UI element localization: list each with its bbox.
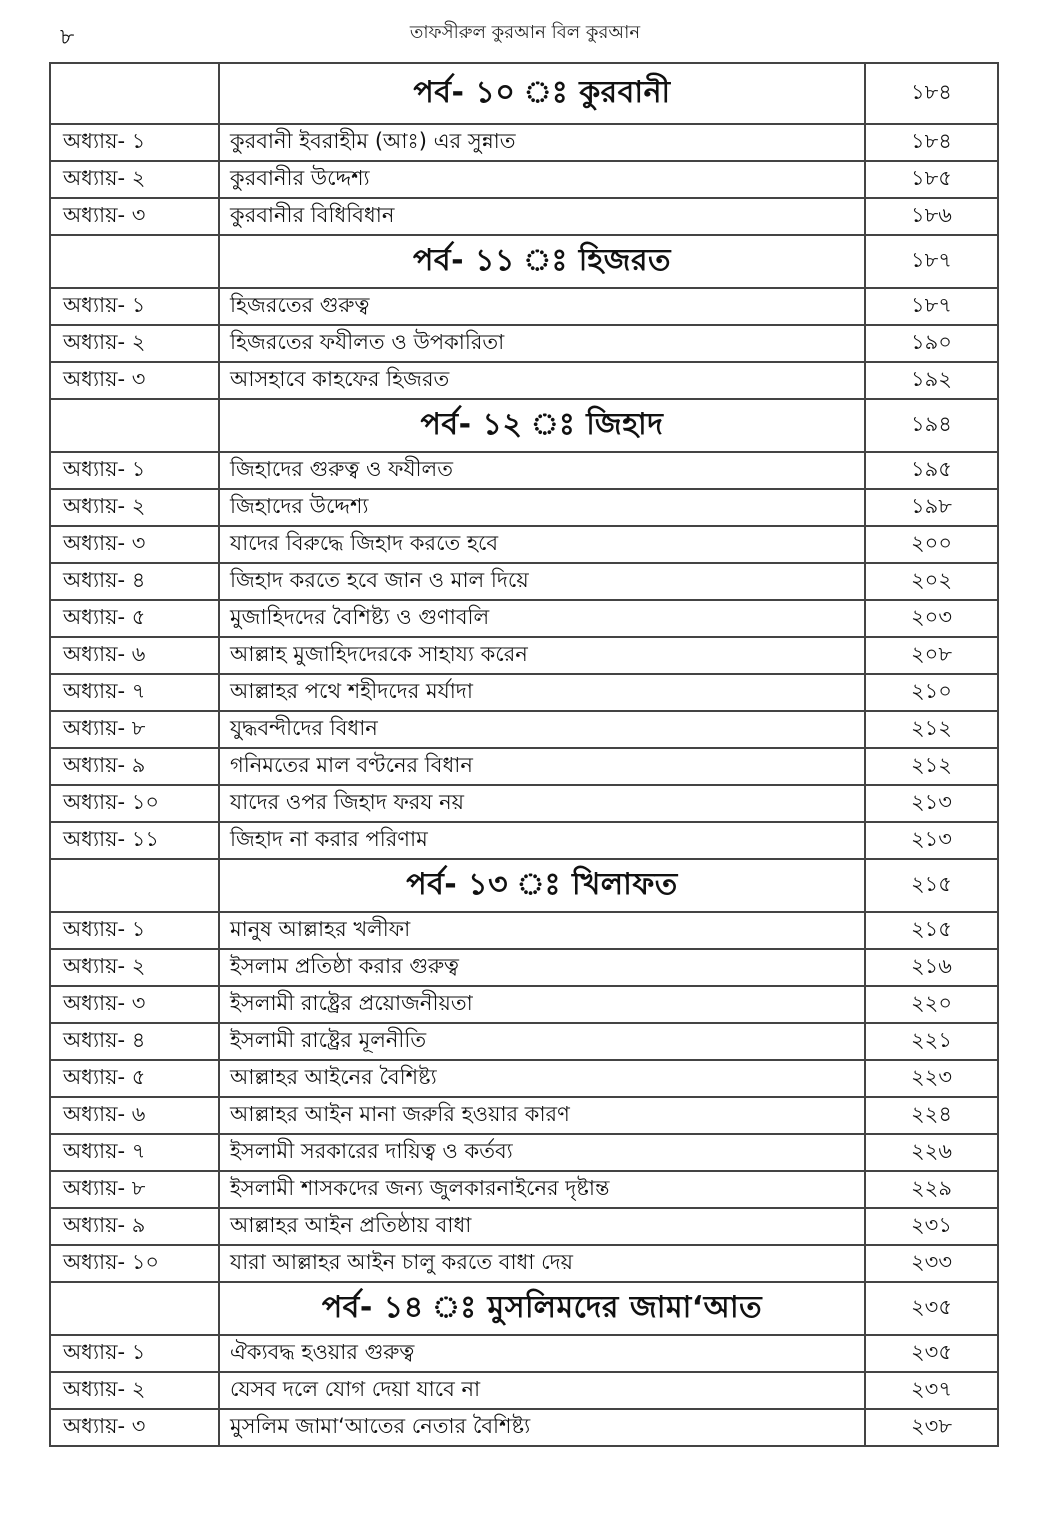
chapter-label: অধ্যায়- ২: [50, 949, 219, 986]
chapter-page-number: ২০০: [865, 526, 998, 563]
chapter-page-number: ২০৮: [865, 637, 998, 674]
chapter-row: [50, 362, 998, 399]
part-title: পর্ব- ১২ ঃ জিহাদ: [219, 399, 865, 452]
chapter-page-number: ২২৩: [865, 1060, 998, 1097]
chapter-label: অধ্যায়- ৫: [50, 600, 219, 637]
chapter-page-number: ২১৩: [865, 822, 998, 859]
chapter-row: [50, 1409, 998, 1446]
chapter-row: [50, 1097, 998, 1134]
chapter-page-number: ১৮৬: [865, 198, 998, 235]
chapter-title: আল্লাহর আইনের বৈশিষ্ট্য: [219, 1060, 865, 1097]
chapter-page-number: ২১৬: [865, 949, 998, 986]
chapter-row: [50, 822, 998, 859]
chapter-title: আল্লাহর আইন মানা জরুরি হওয়ার কারণ: [219, 1097, 865, 1134]
chapter-page-number: ২২৯: [865, 1171, 998, 1208]
part-label-cell: [50, 1282, 219, 1335]
chapter-page-number: ২১৫: [865, 912, 998, 949]
chapter-page-number: ২২০: [865, 986, 998, 1023]
chapter-row: [50, 124, 998, 161]
chapter-row: [50, 785, 998, 822]
chapter-title: আল্লাহর আইন প্রতিষ্ঠায় বাধা: [219, 1208, 865, 1245]
chapter-title: আল্লাহ মুজাহিদদেরকে সাহায্য করেন: [219, 637, 865, 674]
chapter-label: অধ্যায়- ৬: [50, 1097, 219, 1134]
chapter-row: [50, 1335, 998, 1372]
chapter-row: [50, 198, 998, 235]
chapter-label: অধ্যায়- ১০: [50, 1245, 219, 1282]
chapter-label: অধ্যায়- ৮: [50, 711, 219, 748]
chapter-page-number: ২২১: [865, 1023, 998, 1060]
chapter-label: অধ্যায়- ৩: [50, 526, 219, 563]
chapter-label: অধ্যায়- ২: [50, 489, 219, 526]
chapter-title: ঐক্যবদ্ধ হওয়ার গুরুত্ব: [219, 1335, 865, 1372]
chapter-title: জিহাদ করতে হবে জান ও মাল দিয়ে: [219, 563, 865, 600]
part-title: পর্ব- ১৪ ঃ মুসলিমদের জামা‘আত: [219, 1282, 865, 1335]
chapter-label: অধ্যায়- ৪: [50, 1023, 219, 1060]
chapter-title: যারা আল্লাহর আইন চালু করতে বাধা দেয়: [219, 1245, 865, 1282]
running-head: তাফসীরুল কুরআন বিল কুরআন: [409, 22, 641, 43]
chapter-row: [50, 674, 998, 711]
chapter-label: অধ্যায়- ৭: [50, 1134, 219, 1171]
chapter-label: অধ্যায়- ৯: [50, 1208, 219, 1245]
chapter-label: অধ্যায়- ১: [50, 124, 219, 161]
chapter-page-number: ২১৩: [865, 785, 998, 822]
chapter-row: [50, 748, 998, 785]
chapter-page-number: ১৯২: [865, 362, 998, 399]
chapter-row: [50, 912, 998, 949]
chapter-label: অধ্যায়- ৩: [50, 1409, 219, 1446]
chapter-page-number: ২২৬: [865, 1134, 998, 1171]
chapter-title: ইসলামী শাসকদের জন্য জুলকারনাইনের দৃষ্টান্ত: [219, 1171, 865, 1208]
chapter-label: অধ্যায়- ৫: [50, 1060, 219, 1097]
chapter-row: [50, 563, 998, 600]
chapter-page-number: ২১০: [865, 674, 998, 711]
chapter-page-number: ১৮৭: [865, 288, 998, 325]
chapter-title: মানুষ আল্লাহর খলীফা: [219, 912, 865, 949]
chapter-row: [50, 1023, 998, 1060]
table-of-contents: [49, 62, 999, 1447]
part-page-number: ১৮৭: [865, 235, 998, 288]
chapter-title: ইসলামী রাষ্ট্রের প্রয়োজনীয়তা: [219, 986, 865, 1023]
part-row: [50, 1282, 998, 1335]
chapter-title: আল্লাহর পথে শহীদদের মর্যাদা: [219, 674, 865, 711]
part-row: [50, 859, 998, 912]
chapter-title: জিহাদের গুরুত্ব ও ফযীলত: [219, 452, 865, 489]
chapter-label: অধ্যায়- ১: [50, 288, 219, 325]
chapter-row: [50, 1171, 998, 1208]
chapter-label: অধ্যায়- ৪: [50, 563, 219, 600]
chapter-page-number: ২০৩: [865, 600, 998, 637]
chapter-title: ইসলামী সরকারের দায়িত্ব ও কর্তব্য: [219, 1134, 865, 1171]
chapter-row: [50, 489, 998, 526]
chapter-label: অধ্যায়- ২: [50, 1372, 219, 1409]
chapter-page-number: ১৮৫: [865, 161, 998, 198]
chapter-row: [50, 1245, 998, 1282]
chapter-page-number: ২০২: [865, 563, 998, 600]
chapter-row: [50, 1372, 998, 1409]
chapter-row: [50, 637, 998, 674]
chapter-label: অধ্যায়- ৩: [50, 198, 219, 235]
chapter-row: [50, 1134, 998, 1171]
chapter-label: অধ্যায়- ১: [50, 1335, 219, 1372]
part-label-cell: [50, 399, 219, 452]
chapter-title: ইসলাম প্রতিষ্ঠা করার গুরুত্ব: [219, 949, 865, 986]
part-title: পর্ব- ১৩ ঃ খিলাফত: [219, 859, 865, 912]
chapter-row: [50, 986, 998, 1023]
chapter-row: [50, 325, 998, 362]
chapter-page-number: ২৩৫: [865, 1335, 998, 1372]
chapter-title: আসহাবে কাহফের হিজরত: [219, 362, 865, 399]
chapter-row: [50, 452, 998, 489]
chapter-label: অধ্যায়- ২: [50, 161, 219, 198]
chapter-label: অধ্যায়- ২: [50, 325, 219, 362]
part-row: [50, 235, 998, 288]
chapter-row: [50, 1060, 998, 1097]
chapter-title: মুসলিম জামা‘আতের নেতার বৈশিষ্ট্য: [219, 1409, 865, 1446]
toc-body: [50, 63, 998, 1446]
chapter-title: কুরবানীর বিধিবিধান: [219, 198, 865, 235]
chapter-label: অধ্যায়- ৭: [50, 674, 219, 711]
chapter-page-number: ২২৪: [865, 1097, 998, 1134]
part-row: [50, 399, 998, 452]
part-row: [50, 63, 998, 124]
chapter-label: অধ্যায়- ১: [50, 912, 219, 949]
chapter-title: যাদের বিরুদ্ধে জিহাদ করতে হবে: [219, 526, 865, 563]
chapter-label: অধ্যায়- ১০: [50, 785, 219, 822]
chapter-title: জিহাদ না করার পরিণাম: [219, 822, 865, 859]
chapter-title: জিহাদের উদ্দেশ্য: [219, 489, 865, 526]
chapter-label: অধ্যায়- ১১: [50, 822, 219, 859]
part-label-cell: [50, 235, 219, 288]
chapter-page-number: ২৩৩: [865, 1245, 998, 1282]
page-number: ৮: [60, 25, 75, 50]
part-label-cell: [50, 859, 219, 912]
chapter-page-number: ২৩৮: [865, 1409, 998, 1446]
chapter-row: [50, 161, 998, 198]
chapter-title: কুরবানী ইবরাহীম (আঃ) এর সুন্নাত: [219, 124, 865, 161]
part-title: পর্ব- ১০ ঃ কুরবানী: [219, 63, 865, 124]
chapter-row: [50, 1208, 998, 1245]
chapter-title: হিজরতের ফযীলত ও উপকারিতা: [219, 325, 865, 362]
part-title: পর্ব- ১১ ঃ হিজরত: [219, 235, 865, 288]
chapter-page-number: ২৩৭: [865, 1372, 998, 1409]
part-page-number: ২১৫: [865, 859, 998, 912]
chapter-label: অধ্যায়- ৩: [50, 986, 219, 1023]
chapter-label: অধ্যায়- ৩: [50, 362, 219, 399]
chapter-row: [50, 288, 998, 325]
chapter-label: অধ্যায়- ১: [50, 452, 219, 489]
part-label-cell: [50, 63, 219, 124]
chapter-page-number: ১৯৫: [865, 452, 998, 489]
part-page-number: ২৩৫: [865, 1282, 998, 1335]
chapter-label: অধ্যায়- ৬: [50, 637, 219, 674]
chapter-title: যুদ্ধবন্দীদের বিধান: [219, 711, 865, 748]
chapter-title: ইসলামী রাষ্ট্রের মূলনীতি: [219, 1023, 865, 1060]
chapter-label: অধ্যায়- ৯: [50, 748, 219, 785]
chapter-row: [50, 711, 998, 748]
chapter-title: হিজরতের গুরুত্ব: [219, 288, 865, 325]
chapter-title: মুজাহিদদের বৈশিষ্ট্য ও গুণাবলি: [219, 600, 865, 637]
chapter-title: কুরবানীর উদ্দেশ্য: [219, 161, 865, 198]
chapter-label: অধ্যায়- ৮: [50, 1171, 219, 1208]
chapter-page-number: ২১২: [865, 748, 998, 785]
part-page-number: ১৯৪: [865, 399, 998, 452]
chapter-page-number: ১৯৮: [865, 489, 998, 526]
chapter-page-number: ২১২: [865, 711, 998, 748]
chapter-row: [50, 600, 998, 637]
chapter-page-number: ২৩১: [865, 1208, 998, 1245]
chapter-page-number: ১৯০: [865, 325, 998, 362]
chapter-title: যাদের ওপর জিহাদ ফরয নয়: [219, 785, 865, 822]
chapter-page-number: ১৮৪: [865, 124, 998, 161]
part-page-number: ১৮৪: [865, 63, 998, 124]
chapter-title: গনিমতের মাল বণ্টনের বিধান: [219, 748, 865, 785]
chapter-row: [50, 526, 998, 563]
chapter-title: যেসব দলে যোগ দেয়া যাবে না: [219, 1372, 865, 1409]
chapter-row: [50, 949, 998, 986]
